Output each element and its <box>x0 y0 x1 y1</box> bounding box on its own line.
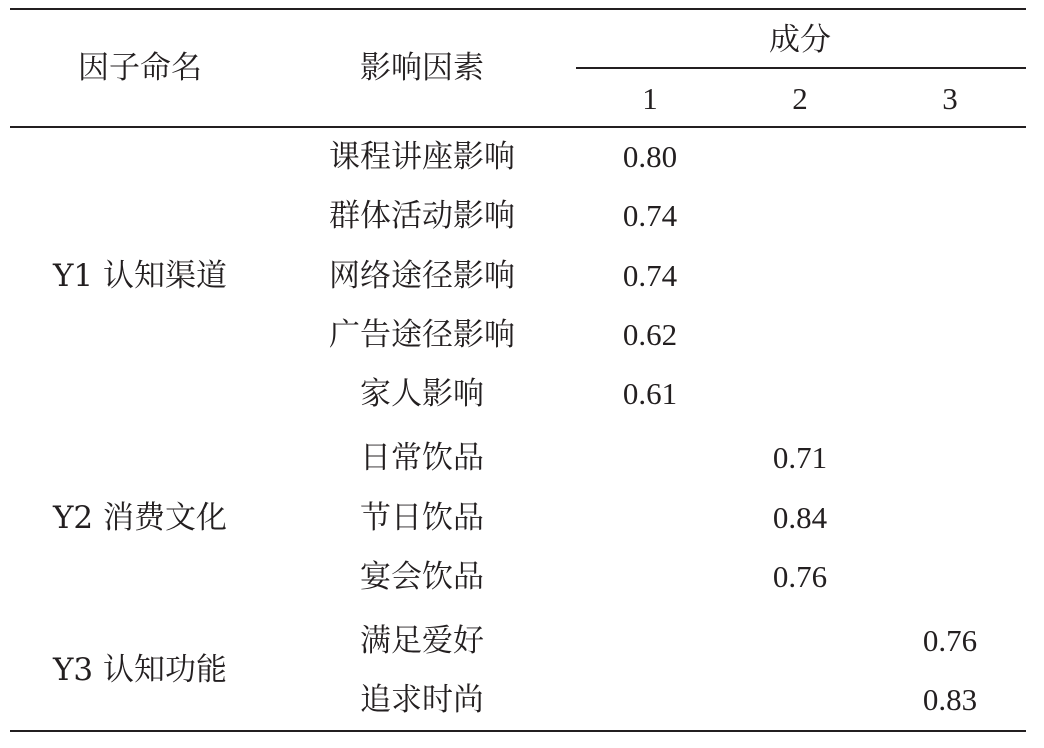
bottom-rule <box>10 730 1026 732</box>
group-name-y2: Y2 消费文化 <box>52 500 228 536</box>
group-name-y3: Y3 认知功能 <box>52 652 228 688</box>
header-influence-factor: 影响因素 <box>360 50 484 86</box>
table-row-factor: 节日饮品 <box>360 500 484 536</box>
table-row-factor: 群体活动影响 <box>329 198 515 234</box>
header-bottom-rule <box>10 126 1026 128</box>
header-factor-name: 因子命名 <box>78 50 202 86</box>
table-row-value-c3: 0.76 <box>922 623 978 658</box>
table-row-factor: 追求时尚 <box>360 682 484 718</box>
top-rule <box>10 8 1026 10</box>
table-row-value-c2: 0.76 <box>772 559 828 594</box>
header-component: 成分 <box>769 22 831 58</box>
table-row-value-c1: 0.74 <box>622 258 678 293</box>
table-row-factor: 家人影响 <box>360 376 484 412</box>
table-row-value-c2: 0.84 <box>772 500 828 535</box>
header-component-1: 1 <box>642 81 658 116</box>
table-row-factor: 宴会饮品 <box>360 559 484 595</box>
table-row-factor: 网络途径影响 <box>329 258 515 294</box>
component-header-rule <box>576 67 1026 69</box>
header-component-2: 2 <box>792 81 808 116</box>
table-row-value-c3: 0.83 <box>922 682 978 717</box>
group-name-y1: Y1 认知渠道 <box>52 258 228 294</box>
table-row-factor: 日常饮品 <box>360 440 484 476</box>
table-row-factor: 满足爱好 <box>360 623 484 659</box>
table-row-value-c1: 0.74 <box>622 198 678 233</box>
table-row-value-c1: 0.62 <box>622 317 678 352</box>
table-row-value-c2: 0.71 <box>772 440 828 475</box>
header-component-3: 3 <box>942 81 958 116</box>
table-row-factor: 广告途径影响 <box>329 317 515 353</box>
table-row-value-c1: 0.80 <box>622 139 678 174</box>
table-row-value-c1: 0.61 <box>622 376 678 411</box>
table-row-factor: 课程讲座影响 <box>329 139 515 175</box>
